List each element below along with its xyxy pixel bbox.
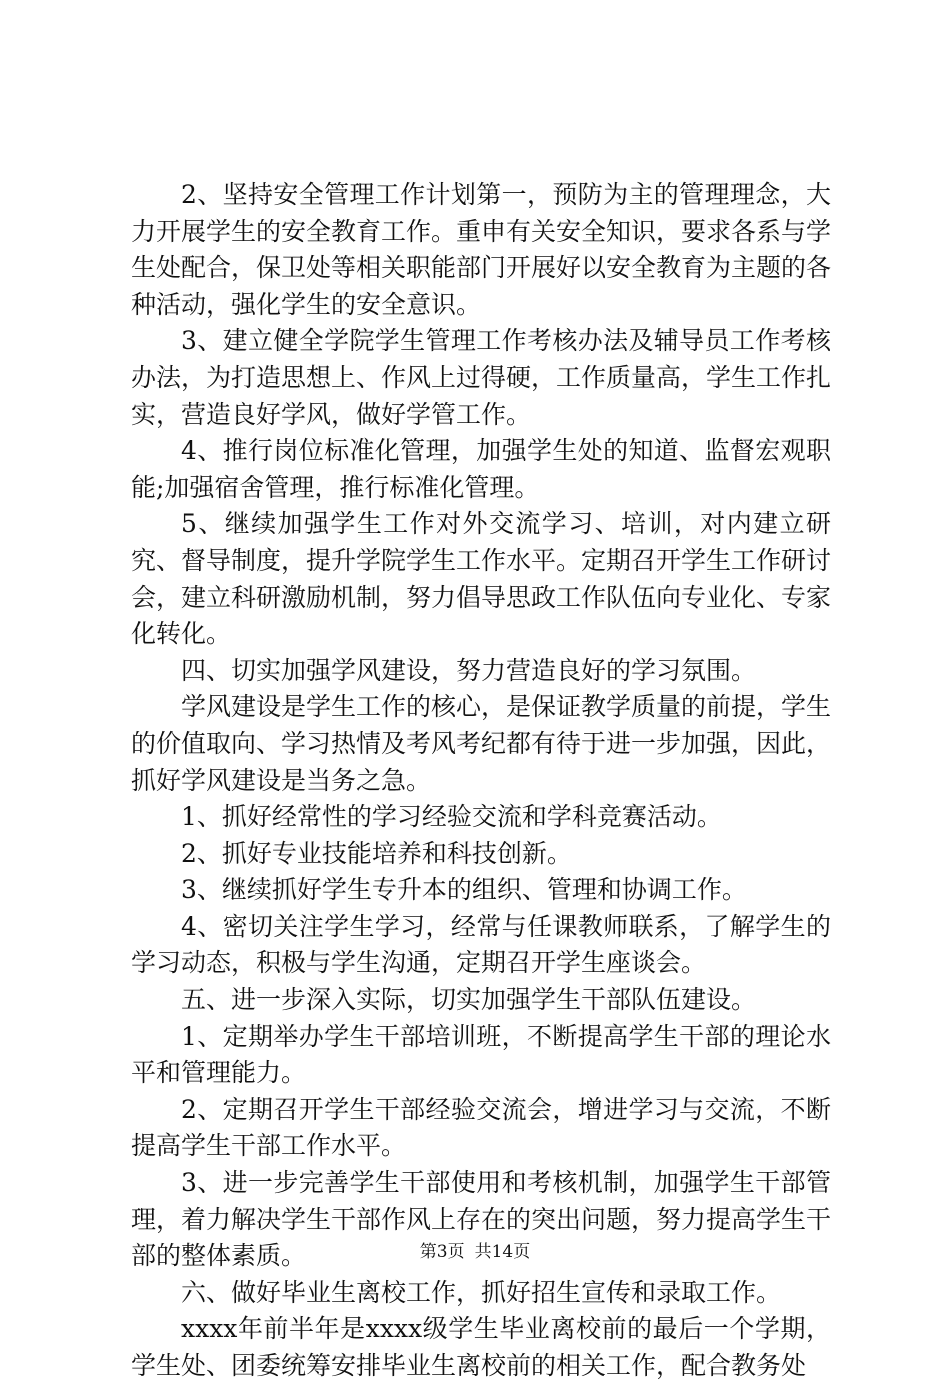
paragraph-exchange-training: 5、继续加强学生工作对外交流学习、培训，对内建立研究、督导制度，提升学院学生工作水平。定期召开学生工作研讨会，建立科研激励机制，努力倡导思政工作队伍向专业化、专家化转化。 [131, 509, 832, 649]
paragraph-assessment-methods: 3、建立健全学院学生管理工作考核办法及辅导员工作考核办法，为打造思想上、作风上过得硬，工作质量高，学生工作扎实，营造良好学风，做好学管工作。 [131, 326, 832, 429]
paragraph-cadre-exchange: 2、定期召开学生干部经验交流会，增进学习与交流，不断提高学生干部工作水平。 [131, 1094, 831, 1161]
paragraph-safety-management: 2、坚持安全管理工作计划第一，预防为主的管理理念，大力开展学生的安全教育工作。重申有关安全知识，要求各系与学生处配合，保卫处等相关职能部门开展好以安全教育为主题的各种活动，强化学生的安全意识。 [131, 180, 832, 319]
paragraph-upgrade-program: 3、继续抓好学生专升本的组织、管理和协调工作。 [181, 875, 747, 905]
page-footer [0, 1241, 950, 1263]
paragraph-follow-study: 4、密切关注学生学习，经常与任课教师联系，了解学生的学习动态，积极与学生沟通，定期召开学生座谈会。 [131, 911, 831, 978]
page-number: 第3页 [419, 1242, 465, 1262]
page-total: 共14页 [474, 1242, 531, 1262]
section-heading-student-cadres: 五、进一步深入实际，切实加强学生干部队伍建设。 [181, 985, 757, 1015]
section-heading-graduates: 六、做好毕业生离校工作，抓好招生宣传和录取工作。 [181, 1277, 782, 1307]
paragraph-cadre-mechanism: 3、进一步完善学生干部使用和考核机制，加强学生干部管理，着力解决学生干部作风上存在的突出问题，努力提高学生干部的整体素质。 [131, 1168, 832, 1271]
document-body [131, 177, 831, 1385]
paragraph-graduation-semester: xxxx年前半年是xxxx级学生毕业离校前的最后一个学期，学生处、团委统筹安排毕业生离校前的相关工作，配合教务处 [131, 1314, 831, 1380]
paragraph-study-style-core: 学风建设是学生工作的核心，是保证教学质量的前提，学生的价值取向、学习热情及考风考纪都有待于进一步加强，因此，抓好学风建设是当务之急。 [131, 692, 832, 795]
paragraph-experience-exchange: 1、抓好经常性的学习经验交流和学科竞赛活动。 [181, 802, 722, 832]
paragraph-cadre-training: 1、定期举办学生干部培训班，不断提高学生干部的理论水平和管理能力。 [131, 1021, 831, 1088]
paragraph-skills-innovation: 2、抓好专业技能培养和科技创新。 [181, 838, 572, 868]
paragraph-standardized-management: 4、推行岗位标准化管理，加强学生处的知道、监督宏观职能;加强宿舍管理，推行标准化管理。 [131, 436, 831, 502]
section-heading-study-style: 四、切实加强学风建设，努力营造良好的学习氛围。 [181, 655, 757, 685]
